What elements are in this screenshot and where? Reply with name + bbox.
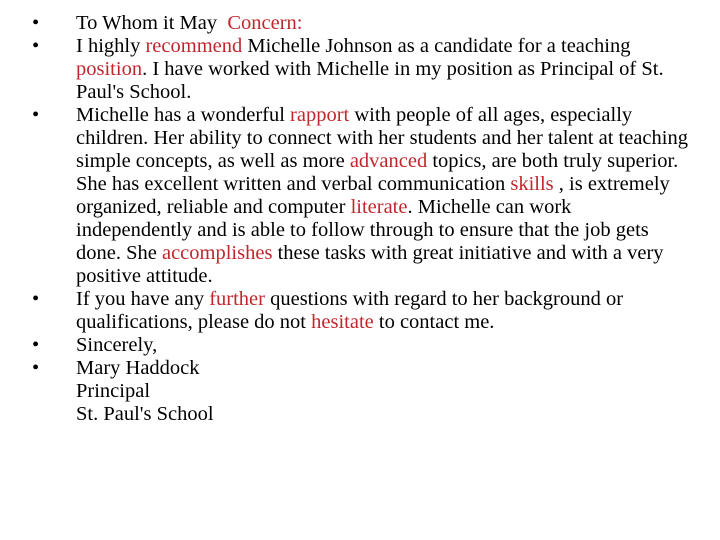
text-segment: . Michelle can work independently and is able to follow through to ensure that the job gets done. She <box>76 196 649 264</box>
text-segment: To Whom it May <box>76 12 228 34</box>
signature-school: St. Paul's School <box>76 403 214 425</box>
list-item-recommendation <box>32 35 690 104</box>
text-segment: Michelle Johnson as a candidate for a teaching <box>242 35 631 57</box>
text-segment: Michelle has a wonderful <box>76 104 291 126</box>
highlighted-word: further <box>209 288 265 310</box>
bullet-icon: • <box>32 35 40 57</box>
bullet-icon: • <box>32 288 40 310</box>
signature-title: Principal <box>76 380 151 402</box>
text-segment: questions with regard to her background or qualifications, please do not <box>76 288 624 333</box>
text-segment: these tasks with great initiative and with a very positive attitude. <box>76 242 664 287</box>
text-segment: topics, are both truly superior. She has excellent written and verbal communication <box>76 150 679 195</box>
highlighted-word: recommend <box>145 35 243 57</box>
bullet-icon: • <box>32 104 40 126</box>
highlighted-word: position <box>76 58 143 80</box>
highlighted-word: literate <box>350 196 408 218</box>
text-segment: . I have worked with Michelle in my position as Principal of St. Paul's School. <box>76 58 664 103</box>
signature-name: Mary Haddock <box>76 357 200 379</box>
list-item-qualities <box>32 104 690 288</box>
bullet-icon: • <box>32 12 40 34</box>
bullet-icon: • <box>32 334 40 356</box>
text-segment: Sincerely, <box>76 334 158 356</box>
bullet-list <box>32 12 690 426</box>
text-segment: with people of all ages, especially children. Her ability to connect with her students and her talent at teaching simple concepts, as well as more <box>76 104 688 172</box>
text-segment: , is extremely organized, reliable and computer <box>76 173 670 218</box>
list-item-contact <box>32 288 690 334</box>
highlighted-word: skills <box>510 173 554 195</box>
text-segment: I highly <box>76 35 146 57</box>
highlighted-word: hesitate <box>311 311 374 333</box>
highlighted-word: rapport <box>290 104 350 126</box>
list-item-closing <box>32 334 690 357</box>
bullet-icon: • <box>32 357 40 379</box>
highlighted-word: Concern: <box>227 12 303 34</box>
text-segment: to contact me. <box>373 311 495 333</box>
list-item-signature <box>32 357 690 426</box>
highlighted-word: accomplishes <box>161 242 273 264</box>
text-segment: If you have any <box>76 288 210 310</box>
list-item-salutation <box>32 12 690 35</box>
highlighted-word: advanced <box>349 150 428 172</box>
